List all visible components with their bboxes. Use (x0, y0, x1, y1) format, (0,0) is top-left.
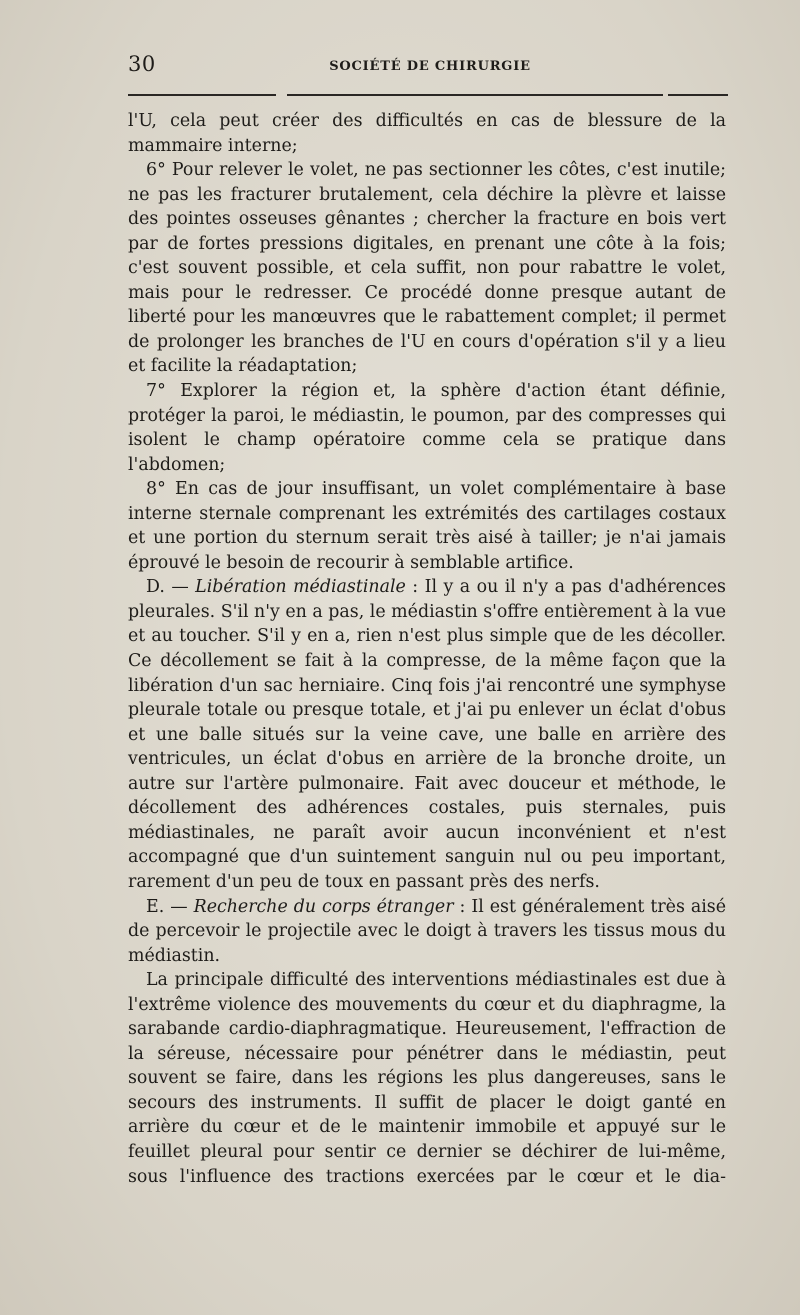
paragraph-continuation: l'U, cela peut créer des difficultés en cas de blessure de la mammaire interne; (128, 111, 726, 156)
section-d-text: : Il y a ou il n'y a pas d'adhérences pleurales. S'il n'y en a pas, le médiastin s'offre entièrement à la vue et au toucher. S'il y en a, rien n'est plus simple que de les décoller. Ce décollement se fait à la compresse, de la même façon que la libération d'un sac herniaire. Cinq fois j'ai rencontré une symphyse pleurale totale ou presque totale, et j'ai pu enlever un éclat d'obus et une balle situés sur la veine cave, une balle en arrière des ventricules, un éclat d'obus en arrière de la bronche droite, un autre sur l'artère pulmonaire. Fait avec douceur et méthode, le décollement des adhérences costales, puis sternales, puis médiastinales, ne paraît avoir aucun inconvénient et n'est accompagné que d'un suintement sanguin nul ou peu important, rarement d'un peu de toux en passant près des nerfs. (128, 577, 726, 892)
section-d-title: Libération médiastinale (195, 577, 406, 598)
paragraph-item-7: 7° Explorer la région et, la sphère d'action étant définie, protéger la paroi, le médiastin, le poumon, par des compresses qui isolent le champ opératoire comme cela se pratique dans l'abdomen; (128, 381, 726, 475)
section-d-prefix: D. — (146, 577, 196, 598)
section-e-text: : Il est généralement très aisé de percevoir le projectile avec le doigt à travers les tissus mous du médiastin. (128, 896, 727, 966)
page-number: 30 (128, 52, 156, 76)
paragraph-section-e (128, 895, 726, 969)
paragraph-principal-difficulty: La principale difficulté des interventions médiastinales est due à l'extrême violence des mouvements du cœur et du diaphragme, la sarabande cardio-diaphragmatique. Heureusement, l'effraction de la séreuse, nécessaire pour pénétrer dans le médiastin, peut souvent se faire, dans les régions les plus dangereuses, sans le secours des instruments. Il suffit de placer le doigt ganté en arrière du cœur et de le maintenir immobile et appuyé sur le feuillet pleural pour sentir ce dernier se déchirer de lui-même, sous l'influence des tractions exercées par le cœur et le dia- (128, 970, 726, 1187)
paragraph-item-6: 6° Pour relever le volet, ne pas sectionner les côtes, c'est inutile; ne pas les fracturer brutalement, cela déchire la plèvre et laisse des pointes osseuses gênantes ; chercher la fracture en bois vert par de fortes pressions digitales, en prenant une côte à la fois; c'est souvent possible, et cela suffit, non pour rabattre le volet, mais pour le redresser. Ce procédé donne presque autant de liberté pour les manœuvres que le rabattement complet; il permet de prolonger les branches de l'U en cours d'opération s'il y a lieu et facilite la réadaptation; (128, 160, 726, 377)
header-rule-right (668, 94, 728, 96)
paragraph-section-d (128, 575, 726, 894)
section-e-title: Recherche du corps étranger (193, 896, 454, 917)
header-rule-center (287, 94, 663, 96)
header-rule-left (128, 94, 276, 96)
paragraph-item-8: 8° En cas de jour insuffisant, un volet complémentaire à base interne sternale comprenant les extrémités des cartilages costaux et une portion du sternum serait très aisé à tailler; je n'ai jamais éprouvé le besoin de recourir à semblable artifice. (128, 479, 726, 573)
running-head: SOCIÉTÉ DE CHIRURGIE (329, 59, 531, 74)
section-e-prefix: E. — (146, 896, 194, 917)
body-text (128, 109, 726, 1189)
